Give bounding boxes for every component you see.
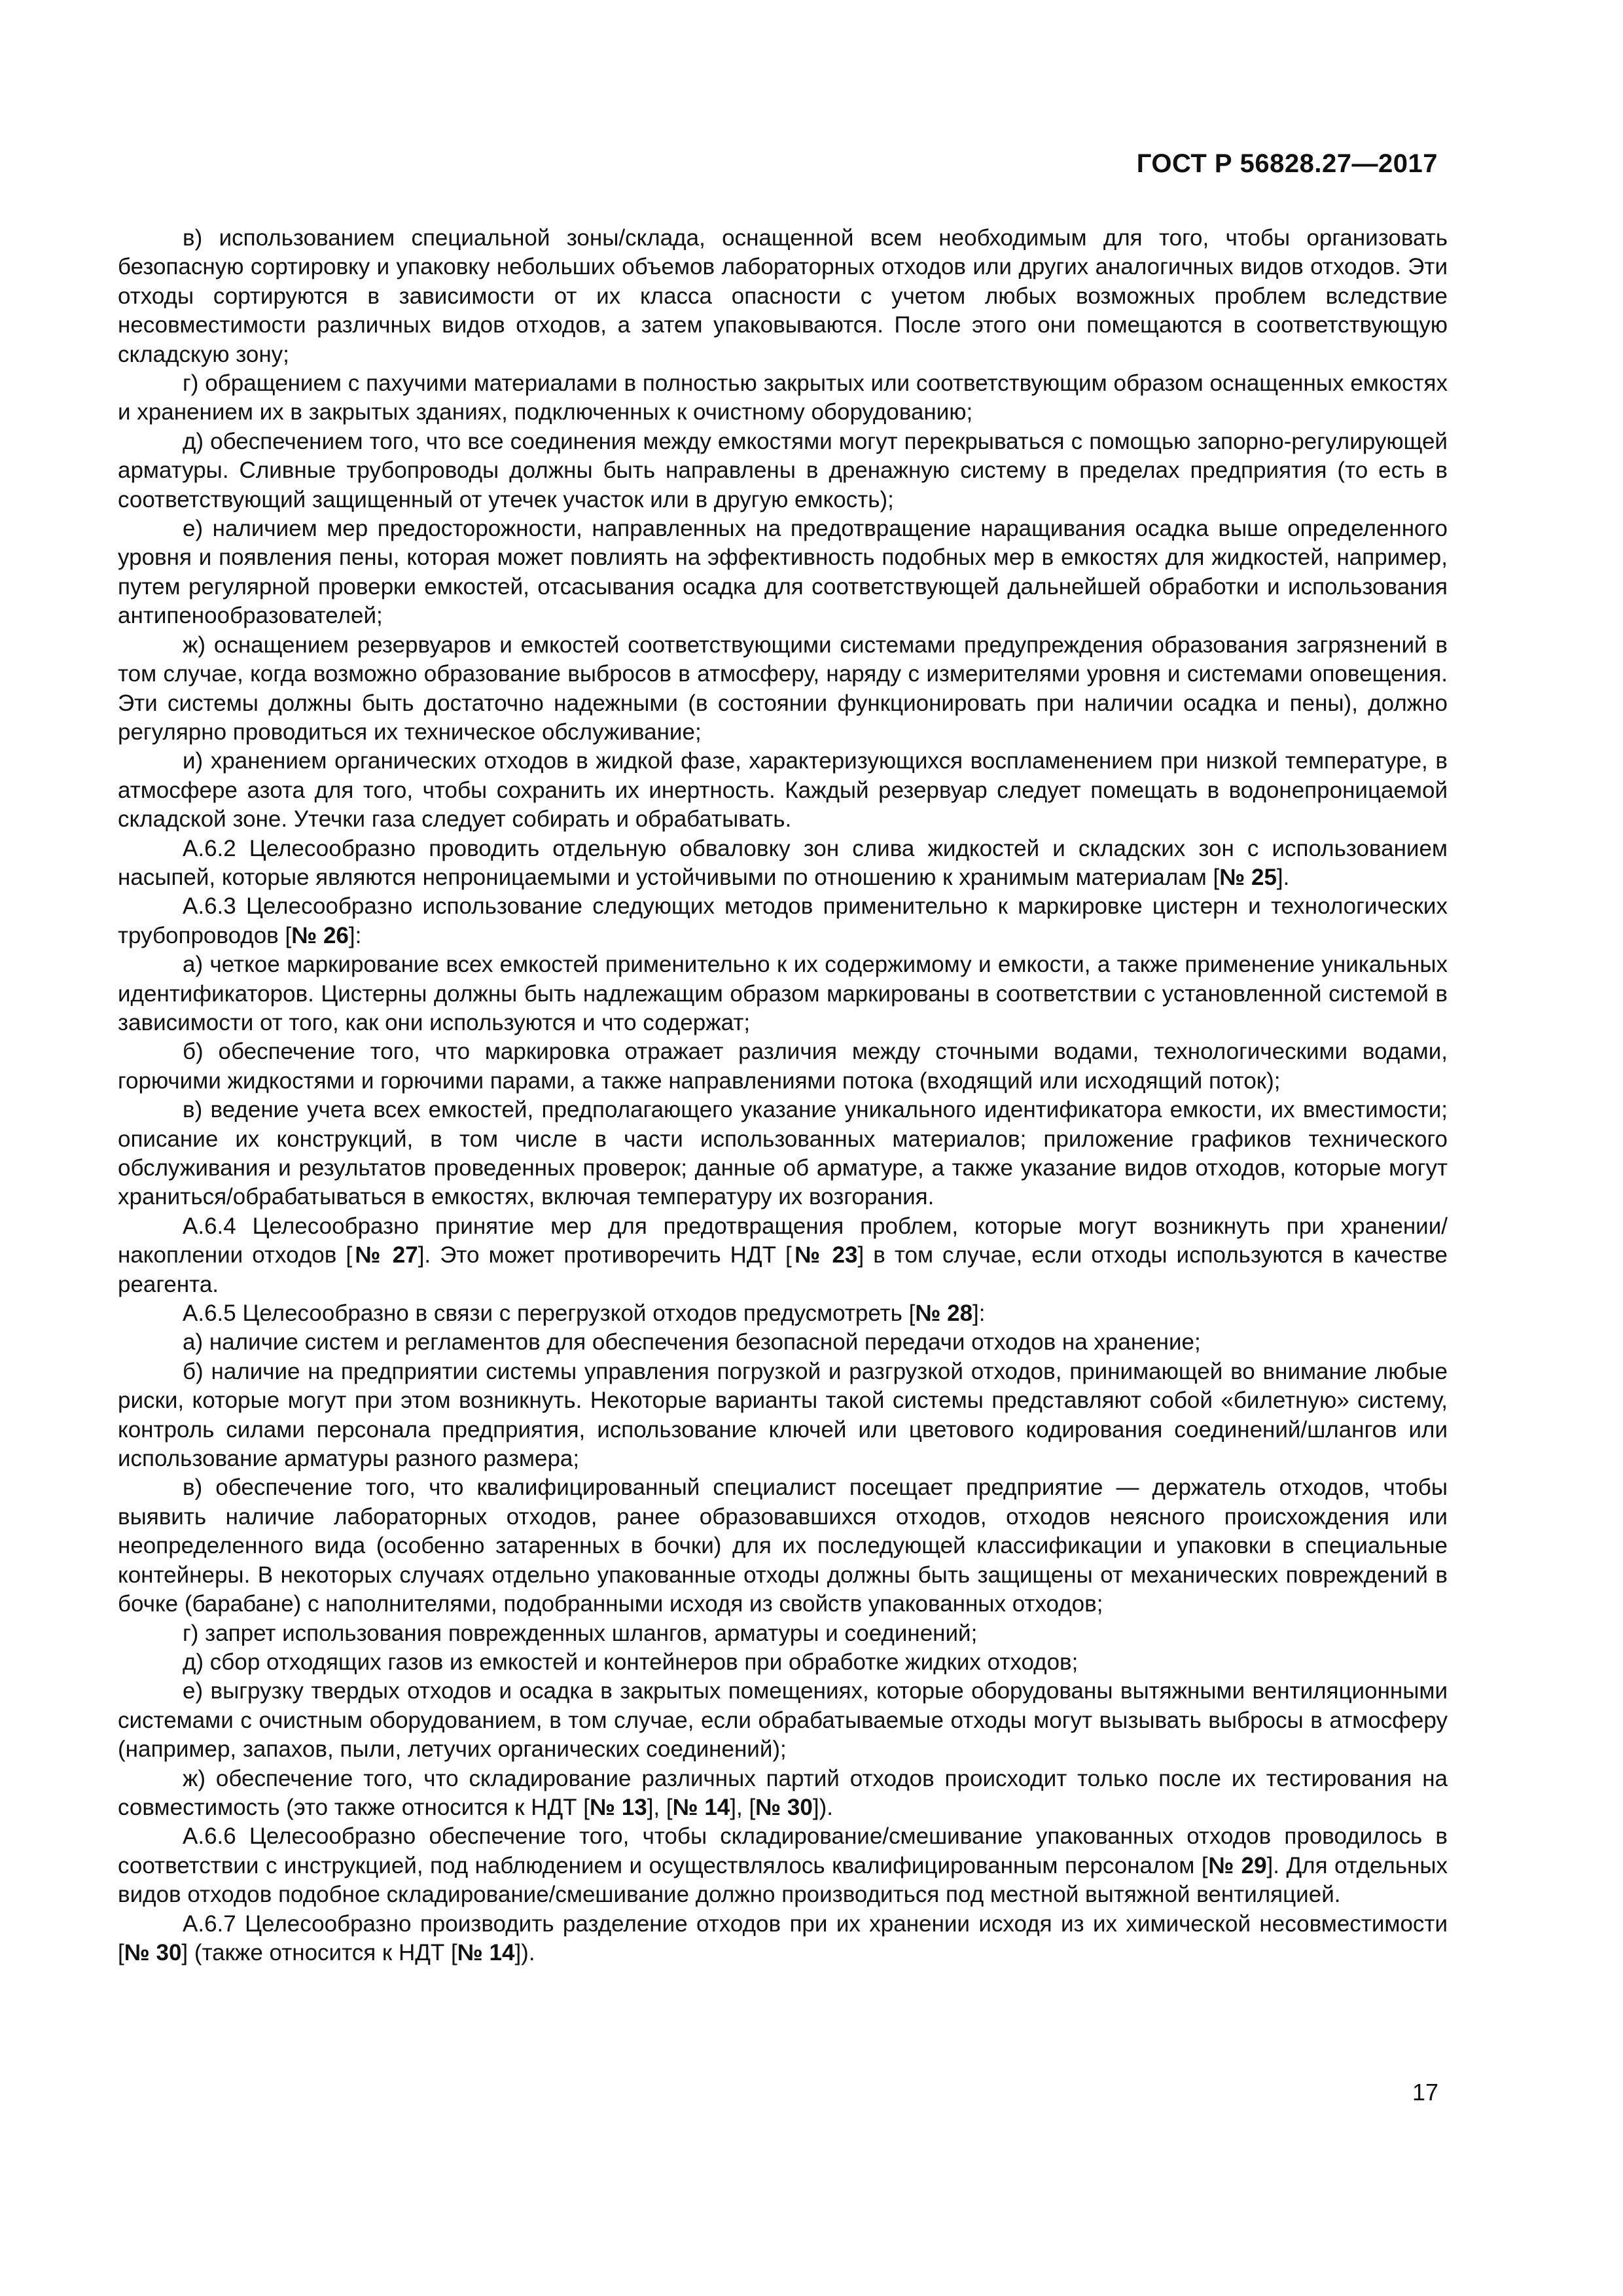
paragraph: А.6.7 Целесообразно производить разделение отходов при их хранении исходя из их химической несовместимости [№ 30] (также относится к НДТ [№ 14]). xyxy=(118,1910,1448,1965)
paragraph: в) ведение учета всех емкостей, предполагающего указание уникального идентификатора емкости, их вместимости; описание их конструкций, в том числе в части использованных материалов; приложение графиков технического обслуживания и результатов проведенных проверок; данные об арматуре, а также указание видов отходов, которые могут храниться/обрабатываться в емкостях, включая температуру их возгорания. xyxy=(118,1097,1448,1210)
reference-number: № 23 xyxy=(791,1242,858,1268)
paragraph: ж) обеспечение того, что складирование различных партий отходов происходит только после их тестирования на совместимость (это также относится к НДТ [№ 13], [№ 14], [№ 30]). xyxy=(118,1765,1448,1820)
paragraph: е) наличием мер предосторожности, направленных на предотвращение наращивания осадка выше определенного уровня и появления пены, которая может повлиять на эффективность подобных мер в емкостях для жидкостей, например, путем регулярной проверки емкостей, отсасывания осадка для соответствующей дальнейшей обработки и использования антипенообразователей; xyxy=(118,516,1448,629)
paragraph: А.6.4 Целесообразно принятие мер для предотвращения проблем, которые могут возникнуть при хранении/накоплении отходов [№ 27]. Это может противоречить НДТ [№ 23] в том случае, если отходы используются в качестве реагента. xyxy=(118,1213,1448,1297)
paragraph: А.6.2 Целесообразно проводить отдельную обваловку зон слива жидкостей и складских зон с использованием насыпей, которые являются непроницаемыми и устойчивыми по отношению к хранимым материалам [№ 25]. xyxy=(118,835,1448,890)
paragraph: в) обеспечение того, что квалифицированный специалист посещает предприятие — держатель отходов, чтобы выявить наличие лабораторных отходов, ранее образовавшихся отходов, отходов неясного происхождения или неопределенного вида (особенно затаренных в бочки) для их последующей классификации и упаковки в специальные контейнеры. В некоторых случаях отдельно упакованные отходы должны быть защищены от механических повреждений в бочке (барабане) с наполнителями, подобранными исходя из свойств упакованных отходов; xyxy=(118,1475,1448,1617)
reference-number: № 30 xyxy=(755,1794,813,1820)
paragraph: а) четкое маркирование всех емкостей применительно к их содержимому и емкости, а также применение уникальных идентификаторов. Цистерны должны быть надлежащим образом маркированы в соответствии с установленной системой в зависимости от того, как они используются и что содержат; xyxy=(118,952,1448,1035)
paragraph: А.6.5 Целесообразно в связи с перегрузкой отходов предусмотреть [№ 28]: xyxy=(183,1300,986,1327)
paragraph: А.6.3 Целесообразно использование следующих методов применительно к маркировке цистерн и технологических трубопроводов [№ 26]: xyxy=(118,893,1448,948)
reference-number: № 14 xyxy=(672,1794,730,1820)
reference-number: № 28 xyxy=(915,1300,973,1327)
body-text xyxy=(118,224,1448,1967)
paragraph: б) обеспечение того, что маркировка отражает различия между сточными водами, технологическими водами, горючими жидкостями и горючими парами, а также направлениями потока (входящий или исходящий поток); xyxy=(118,1039,1448,1094)
paragraph: г) обращением с пахучими материалами в полностью закрытых или соответствующим образом оснащенных емкостях и хранением их в закрытых зданиях, подключенных к очистному оборудованию; xyxy=(118,370,1448,425)
paragraph: б) наличие на предприятии системы управления погрузкой и разгрузкой отходов, принимающей во внимание любые риски, которые могут при этом возникнуть. Некоторые варианты такой системы представляют собой «билетную» систему, контроль силами персонала предприятия, использование ключей или цветового кодирования соединений/шлангов или использование арматуры разного размера; xyxy=(118,1358,1448,1472)
reference-number: № 26 xyxy=(291,922,349,948)
reference-number: № 27 xyxy=(352,1242,418,1268)
paragraph: в) использованием специальной зоны/склада, оснащенной всем необходимым для того, чтобы организовать безопасную сортировку и упаковку небольших объемов лабораторных отходов или других аналогичных видов отходов. Эти отходы сортируются в зависимости от их класса опасности с учетом любых возможных проблем вследствие несовместимости различных видов отходов, а затем упаковываются. После этого они помещаются в соответствующую складскую зону; xyxy=(118,225,1448,367)
paragraph: ж) оснащением резервуаров и емкостей соответствующими системами предупреждения образования загрязнений в том случае, когда возможно образование выбросов в атмосферу, наряду с измерителями уровня и системами оповещения. Эти системы должны быть достаточно надежными (в состоянии функционировать при наличии осадка и пены), должно регулярно проводиться их техническое обслуживание; xyxy=(118,632,1448,745)
paragraph: д) сбор отходящих газов из емкостей и контейнеров при обработке жидких отходов; xyxy=(183,1649,1079,1675)
paragraph: е) выгрузку твердых отходов и осадка в закрытых помещениях, которые оборудованы вытяжными вентиляционными системами с очистным оборудованием, в том случае, если обрабатываемые отходы могут вызывать выбросы в атмосферу (например, запахов, пыли, летучих органических соединений); xyxy=(118,1678,1448,1763)
paragraph: А.6.6 Целесообразно обеспечение того, чтобы складирование/смешивание упакованных отходов проводилось в соответствии с инструкцией, под наблюдением и осуществлялось квалифицированным персоналом [№ 29]. Для отдельных видов отходов подобное складирование/смешивание должно производиться под местной вытяжной вентиляцией. xyxy=(118,1823,1448,1908)
page-number: 17 xyxy=(1412,2079,1438,2106)
reference-number: № 30 xyxy=(124,1939,182,1965)
document-code-header: ГОСТ Р 56828.27—2017 xyxy=(1136,149,1438,178)
reference-number: № 14 xyxy=(457,1939,515,1965)
reference-number: № 29 xyxy=(1207,1852,1267,1878)
paragraph: и) хранением органических отходов в жидкой фазе, характеризующихся воспламенением при низкой температуре, в атмосфере азота для того, чтобы сохранить их инертность. Каждый резервуар следует помещать в водонепроницаемой складской зоне. Утечки газа следует собирать и обрабатывать. xyxy=(118,748,1448,833)
reference-number: № 25 xyxy=(1219,864,1277,890)
paragraph: г) запрет использования поврежденных шлангов, арматуры и соединений; xyxy=(183,1620,978,1646)
paragraph: д) обеспечением того, что все соединения между емкостями могут перекрываться с помощью запорно-регулирующей арматуры. Сливные трубопроводы должны быть направлены в дренажную систему в пределах предприятия (то есть в соответствующий защищенный от утечек участок или в другую емкость); xyxy=(118,428,1448,512)
paragraph: а) наличие систем и регламентов для обеспечения безопасной передачи отходов на хранение; xyxy=(183,1329,1201,1355)
reference-number: № 13 xyxy=(590,1794,647,1820)
